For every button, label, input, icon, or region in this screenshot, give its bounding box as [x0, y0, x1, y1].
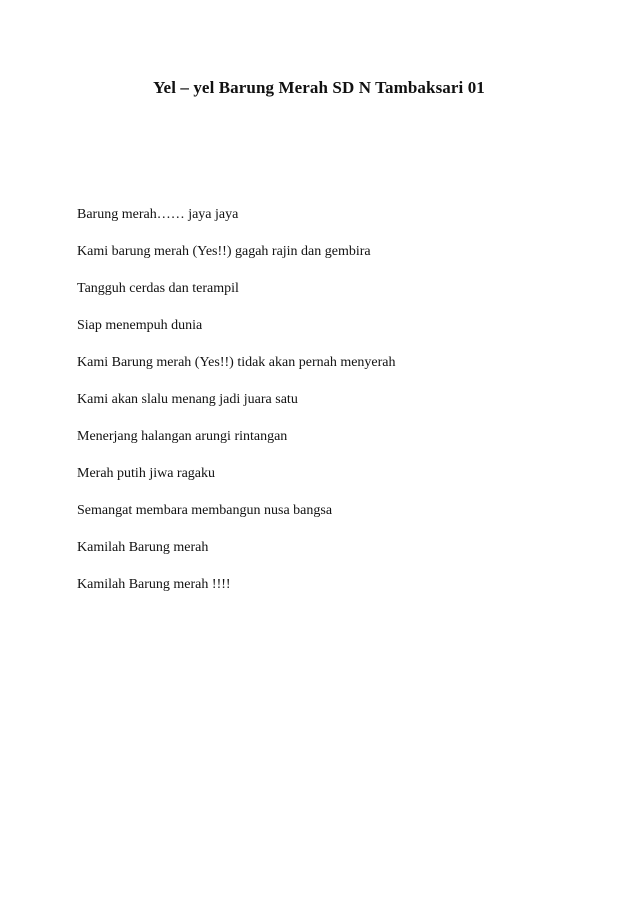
lyrics-list: [77, 206, 396, 613]
lyrics-line: Kamilah Barung merah !!!!: [77, 577, 231, 592]
lyrics-line: Kami akan slalu menang jadi juara satu: [77, 392, 298, 407]
lyrics-line: Barung merah…… jaya jaya: [77, 207, 239, 222]
lyrics-line: Kami barung merah (Yes!!) gagah rajin dan gembira: [77, 244, 371, 259]
lyrics-line: Menerjang halangan arungi rintangan: [77, 429, 288, 444]
lyrics-line: Merah putih jiwa ragaku: [77, 466, 216, 481]
lyrics-line: Kamilah Barung merah: [77, 540, 209, 555]
lyrics-line: Semangat membara membangun nusa bangsa: [77, 503, 333, 518]
lyrics-line: Tangguh cerdas dan terampil: [77, 281, 239, 296]
lyrics-line: Siap menempuh dunia: [77, 318, 203, 333]
page-title: Yel – yel Barung Merah SD N Tambaksari 01: [153, 78, 485, 97]
lyrics-line: Kami Barung merah (Yes!!) tidak akan pernah menyerah: [77, 355, 396, 370]
